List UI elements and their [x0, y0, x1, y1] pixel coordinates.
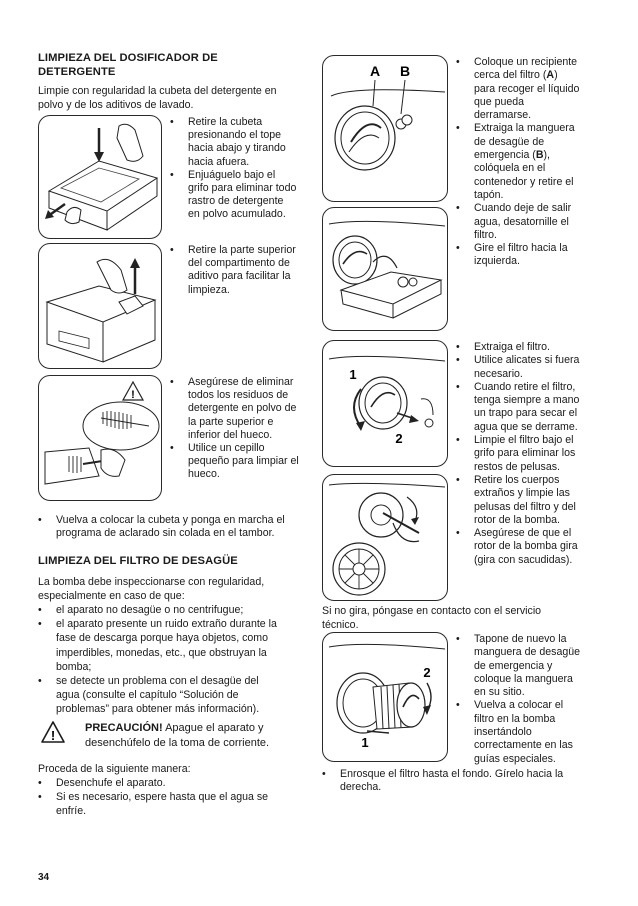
- label-2-reinsert: 2: [423, 665, 431, 680]
- svg-text:!: !: [50, 728, 56, 743]
- list-item: • Retire los cuerpos extraños y limpie las pelusas del filtro y del rotor de la bomba.: [456, 473, 576, 526]
- dispenser-final-step: [38, 514, 313, 540]
- dispenser-step2-list: [170, 244, 310, 297]
- procedure-list: [38, 776, 313, 819]
- figure-drawer-removal: [38, 115, 162, 239]
- drain-container-illustration: [323, 208, 447, 330]
- list-item: • Si es necesario, espere hasta que el agua se enfríe.: [38, 791, 269, 818]
- list-item: • Asegúrese de que el rotor de la bomba gira (gira con sacudidas).: [456, 527, 578, 566]
- drain-filter-conditions: [38, 603, 313, 717]
- list-item: • Asegúrese de eliminar todos los residuos de detergente en polvo de la parte superior e inferior del hueco.: [170, 376, 297, 441]
- figure-drain-container: [322, 207, 448, 331]
- warning-icon: [40, 720, 66, 744]
- label-b: B: [399, 63, 411, 79]
- drawer-removal-illustration: [39, 116, 161, 238]
- caution-note: PRECAUCIÓN! Apague el aparato y desenchúfelo de la toma de corriente.: [85, 722, 270, 749]
- list-item: • Enjuáguelo bajo el grifo para eliminar todo rastro de detergente en polvo acumulado.: [170, 168, 297, 221]
- pump-rotor-illustration: [323, 475, 447, 600]
- list-item: • Coloque un recipiente cerca del filtro (A) para recoger el líquido que pueda derramarse.: [456, 56, 580, 122]
- service-note: Si no gira, póngase en contacto con el servicio técnico.: [322, 605, 542, 632]
- list-item: • Vuelva a colocar el filtro en la bomba insertándolo correctamente en las guías especiales.: [456, 699, 573, 765]
- section-title-drain-filter: LIMPIEZA DEL FILTRO DE DESAGÜE: [38, 555, 238, 567]
- filter-final-step: [322, 768, 607, 794]
- list-item: • Cuando retire el filtro, tenga siempre a mano un trapo para secar el agua que se derrame.: [456, 380, 580, 433]
- label-2: 2: [395, 431, 403, 446]
- list-item: • se detecte un problema con el desagüe del agua (consulte el capítulo “Solución de problemas” para obtener más información).: [38, 675, 260, 716]
- remove-filter-illustration: [323, 341, 447, 466]
- list-item: • el aparato no desagüe o no centrifugue;: [38, 604, 244, 616]
- list-item: • Cuando deje de salir agua, desatornille el filtro.: [456, 202, 572, 241]
- dispenser-step3-list: [170, 376, 310, 482]
- svg-text:!: !: [131, 389, 135, 401]
- list-item: • Desenchufe el aparato.: [38, 777, 166, 789]
- label-a: A: [369, 63, 381, 79]
- filter-cover-illustration: [323, 56, 447, 201]
- list-item: • Extraiga la manguera de desagüe de emergencia (B), colóquela en el contenedor y retire el tapón.: [456, 122, 575, 201]
- page-number: 34: [38, 872, 50, 883]
- list-item: • Utilice alicates si fuera necesario.: [456, 354, 580, 380]
- figure-pump-rotor: [322, 474, 448, 601]
- brush-recess-illustration: [39, 376, 161, 500]
- label-1: 1: [349, 367, 357, 382]
- reinsert-filter-illustration: [323, 633, 447, 761]
- filter-step2-list: [456, 341, 606, 567]
- list-item: • Enrosque el filtro hasta el fondo. Gírelo hacia la derecha.: [322, 768, 564, 794]
- list-item: • Retire la cubeta presionando el tope hacia abajo y tirando hacia afuera.: [170, 116, 286, 168]
- list-item: • Vuelva a colocar la cubeta y ponga en marcha el programa de aclarado sin colada en el tambor.: [38, 514, 285, 540]
- figure-remove-filter: [322, 340, 448, 467]
- dispenser-step1-list: [170, 116, 310, 222]
- figure-brush-recess: [38, 375, 162, 501]
- label-1-reinsert: 1: [361, 735, 369, 750]
- list-item: • el aparato presente un ruido extraño durante la fase de descarga porque haya objetos, como imperdibles, monedas, etc., que obstruyan la bomba;: [38, 618, 277, 673]
- filter-step1-list: [456, 56, 606, 269]
- caution-label: PRECAUCIÓN!: [85, 722, 163, 734]
- list-item: • Retire la parte superior del compartimento de aditivo para facilitar la limpieza.: [170, 244, 296, 296]
- section-title-dispenser: LIMPIEZA DEL DOSIFICADOR DE DETERGENTE: [38, 52, 218, 78]
- figure-filter-cover: [322, 55, 448, 202]
- drain-filter-intro: La bomba debe inspeccionarse con regularidad, especialmente en caso de que:: [38, 576, 265, 603]
- additive-top-illustration: [39, 244, 161, 368]
- figure-reinsert-filter: [322, 632, 448, 762]
- list-item: • Extraiga el filtro.: [456, 341, 550, 353]
- filter-step3-list: [456, 633, 606, 766]
- dispenser-intro: Limpie con regularidad la cubeta del detergente en polvo y de los aditivos de lavado.: [38, 85, 277, 112]
- procedure-intro: Proceda de la siguiente manera:: [38, 763, 191, 775]
- list-item: • Tapone de nuevo la manguera de desagüe de emergencia y coloque la manguera en su sitio.: [456, 633, 581, 699]
- list-item: • Limpie el filtro bajo el grifo para eliminar los restos de pelusas.: [456, 434, 576, 473]
- figure-additive-top: [38, 243, 162, 369]
- list-item: • Gire el filtro hacia la izquierda.: [456, 242, 568, 268]
- list-item: • Utilice un cepillo pequeño para limpiar el hueco.: [170, 442, 299, 481]
